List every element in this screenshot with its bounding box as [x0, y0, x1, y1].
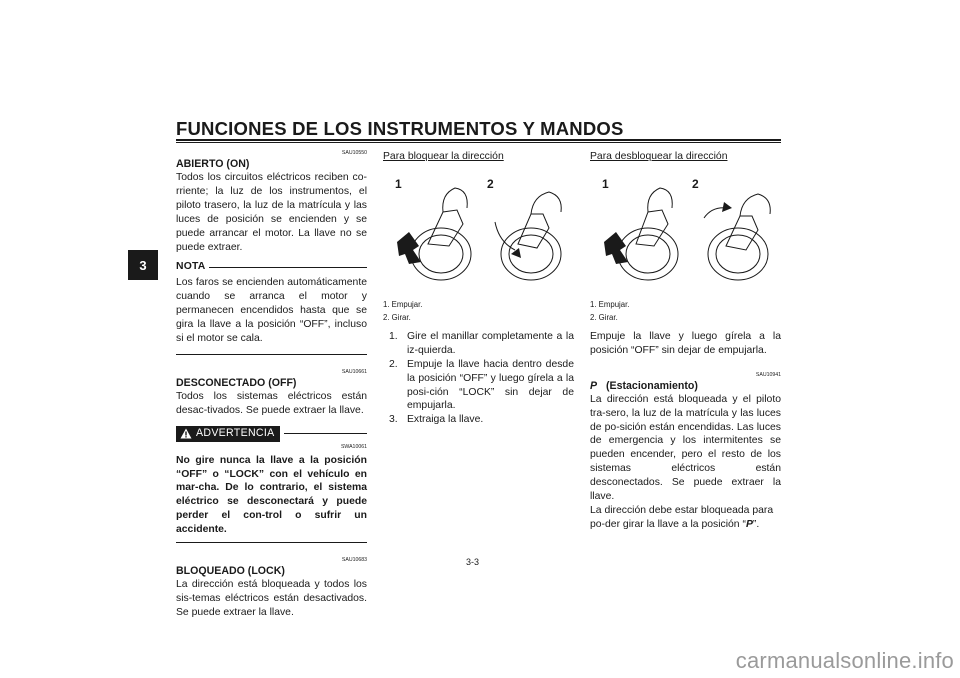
lock-caption-2: 2. Girar. [383, 312, 411, 322]
lock-body: La dirección está bloqueada y todos los sis-temas eléctricos están desactivados. Se puede extraer la llave. [176, 579, 367, 618]
warning-label: ADVERTENCIA [196, 426, 275, 439]
unlock-subheading: Para desbloquear la dirección [590, 151, 728, 162]
fig-label-turn: 2 [487, 176, 494, 191]
code-off: SAU10661 [341, 368, 367, 375]
warning-line [284, 433, 367, 434]
warning-body: No gire nunca la llave a la posición “OFF” o “LOCK” con el vehículo en mar-cha. De lo contrario, el sistema eléctrico se desconectará y puede perder el con-trol o sufrir un accidente. [176, 454, 367, 536]
header-rule [176, 139, 781, 141]
watermark: carmanualsonline.info [735, 648, 954, 673]
code-warning: SWA10061 [340, 443, 367, 450]
nota-row [176, 260, 367, 274]
unlock-caption-2: 2. Girar. [590, 312, 618, 322]
lock-illustration [383, 172, 573, 282]
nota-end-rule [176, 354, 367, 355]
code-on: SAU10550 [341, 150, 367, 156]
parking-icon-inline: P [745, 518, 753, 530]
unlock-illustration [590, 172, 780, 282]
push-arrow-icon [397, 232, 421, 264]
off-heading: DESCONECTADO (OFF) [176, 376, 297, 389]
nota-body: Los faros se encienden automáticamente cuando se arranca el motor y permanecen encendidos hasta que se gira la llave a la posición “OFF”, incluso si el motor se cala. [176, 277, 367, 344]
fig-label-push: 1 [602, 176, 609, 191]
off-body: Todos los sistemas eléctricos están desac-tivados. Se puede extraer la llave. [176, 390, 367, 416]
on-heading: ABIERTO (ON) [176, 158, 250, 170]
parking-icon: P [590, 379, 598, 392]
page-number: 3-3 [466, 557, 480, 567]
header-rule-thin [176, 142, 781, 143]
list-item: 3. Extraiga la llave. [389, 414, 484, 426]
warning-triangle-icon [180, 428, 192, 439]
park-body: La dirección está bloqueada y el piloto tra-sero, la luz de la matrícula y las luces de po-sición están encendidas. Las luces de emergencia y los intermitentes se pueden encender, pero el resto de los sistemas eléctricos están desconectados. Se puede extraer la llave. [590, 393, 781, 503]
warning-row [176, 426, 367, 442]
list-item: 1. Gire el manillar completamente a la iz-quierda. [389, 330, 574, 356]
park-body-2: La dirección debe estar bloqueada para po-der girar la llave a la posición “P”. [590, 504, 774, 530]
park-heading-row [590, 379, 781, 393]
lock-steps [383, 330, 574, 427]
on-body: Todos los circuitos eléctricos reciben co-rriente; la luz de los instrumentos, el piloto trasero, la luz de la matrícula y las luces de posición se encienden y se puede arrancar el motor. La llave no se puede extraer. [176, 172, 367, 253]
nota-label: NOTA [176, 261, 206, 273]
warning-box [176, 426, 280, 442]
unlock-figure [590, 172, 780, 282]
column-1 [176, 150, 367, 620]
turn-arrow-head [722, 202, 732, 212]
page-title: FUNCIONES DE LOS INSTRUMENTOS Y MANDOS [176, 118, 624, 139]
lock-subheading: Para bloquear la dirección [383, 151, 504, 162]
column-3 [590, 150, 781, 532]
fig-label-push: 1 [395, 176, 402, 191]
unlock-body: Empuje la llave y luego gírela a la posición “OFF” sin dejar de empujarla. [590, 330, 781, 356]
turn-arrow-head [511, 248, 521, 258]
chapter-tab: 3 [128, 250, 158, 280]
lock-heading: BLOQUEADO (LOCK) [176, 565, 285, 578]
nota-line [209, 267, 367, 268]
warning-end-rule [176, 542, 367, 543]
column-2 [383, 150, 574, 427]
fig-label-turn: 2 [692, 176, 699, 191]
code-park: SAU10941 [755, 371, 781, 378]
push-arrow-icon [604, 232, 628, 264]
lock-caption-1: 1. Empujar. [383, 299, 423, 309]
list-item: 2. Empuje la llave hacia dentro desde la posición “OFF” y luego gírela a la posi-ción “LOCK” sin dejar de empujarla. [389, 358, 574, 412]
unlock-caption-1: 1. Empujar. [590, 299, 630, 309]
park-heading: (Estacionamiento) [606, 379, 698, 392]
lock-figure [383, 172, 573, 282]
code-lock: SAU10683 [341, 557, 367, 564]
